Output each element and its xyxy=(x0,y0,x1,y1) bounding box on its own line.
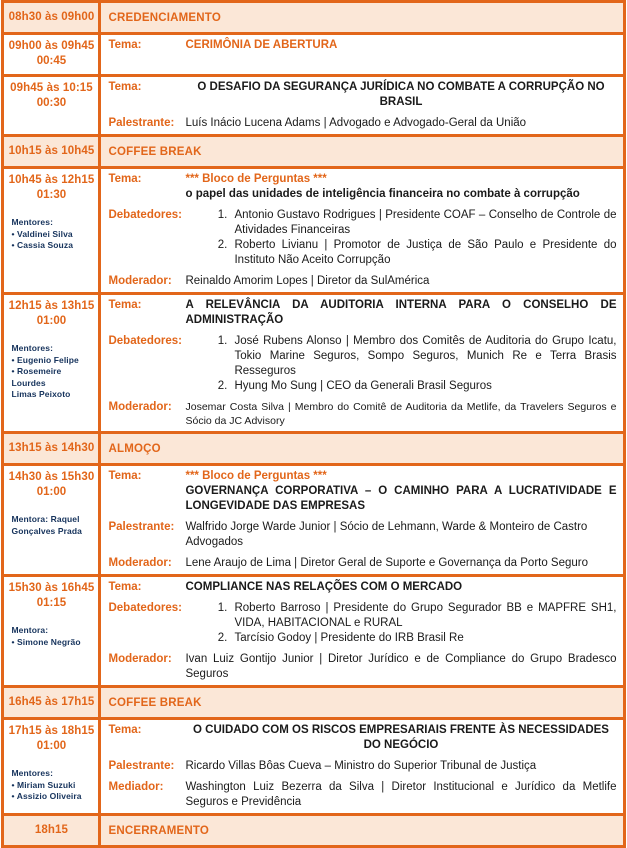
time-range: 12h15 às 13h15 xyxy=(8,300,95,312)
session-moderador xyxy=(101,397,622,431)
session-row xyxy=(3,719,624,815)
moderador-name: Lene Araujo de Lima | Diretor Geral de Suporte e Governança da Porto Seguro xyxy=(185,557,589,569)
mentors-block xyxy=(7,217,95,252)
session-body xyxy=(100,34,624,76)
mentor-name: • Miriam Suzuki xyxy=(11,779,76,790)
session-tema xyxy=(101,77,622,113)
label-palestrante: Palestrante: xyxy=(108,521,175,533)
break-row xyxy=(3,815,624,847)
label-palestrante: Palestrante: xyxy=(108,760,175,772)
label-moderador: Moderador: xyxy=(108,401,172,413)
session-tema-text xyxy=(185,466,622,517)
mentor-name: Gonçalves Prada xyxy=(11,525,82,536)
time-range: 18h15 xyxy=(34,824,69,836)
session-row xyxy=(3,76,624,136)
session-tema xyxy=(101,169,622,205)
session-mediador xyxy=(101,777,622,813)
schedule-time-cell xyxy=(3,576,100,687)
time-range: 16h45 às 17h15 xyxy=(8,696,95,708)
session-detail-table xyxy=(101,35,622,56)
session-tema xyxy=(101,295,622,331)
moderador-name: Josemar Costa Silva | Membro do Comitê de Auditoria da Metlife, da Travelers Seguros e Sócio da JC Advisory xyxy=(185,401,617,427)
label-moderador: Moderador: xyxy=(108,557,172,569)
tema-title: O CUIDADO COM OS RISCOS EMPRESARIAIS FRENTE ÀS NECESSIDADES DO NEGÓCIO xyxy=(193,724,609,751)
session-debatedores xyxy=(101,331,622,397)
tema-title: CERIMÔNIA DE ABERTURA xyxy=(185,39,338,51)
session-tema-text xyxy=(185,77,622,113)
time-range: 13h15 às 14h30 xyxy=(8,442,95,454)
tema-content xyxy=(185,172,616,202)
session-moderador-text xyxy=(185,649,622,685)
label-tema: Tema: xyxy=(108,581,142,593)
mentors-heading: Mentora: Raquel xyxy=(11,514,80,524)
time-range: 09h45 às 10:15 xyxy=(10,82,93,94)
mentors-heading: Mentores: xyxy=(11,343,54,353)
tema-content xyxy=(185,469,616,514)
session-tema-text xyxy=(185,577,622,598)
mentor-name: • Valdinei Silva xyxy=(11,228,73,239)
time-duration: 01:00 xyxy=(36,740,67,752)
time-duration: 00:30 xyxy=(36,97,67,109)
session-moderador xyxy=(101,649,622,685)
tema-content xyxy=(185,723,616,753)
session-row xyxy=(3,576,624,687)
session-debatedores-text xyxy=(185,331,622,397)
time-range: 09h00 às 09h45 xyxy=(8,40,95,52)
tema-content xyxy=(185,80,616,110)
break-title: ALMOÇO xyxy=(100,433,624,465)
time-range: 15h30 às 16h45 xyxy=(8,582,95,594)
session-detail-table xyxy=(101,720,622,813)
time-duration: 00:45 xyxy=(36,55,67,67)
session-body xyxy=(100,719,624,815)
mediador-name: Washington Luiz Bezerra da Silva | Diretor Institucional e Jurídico da Metlife Seguros e Previdência xyxy=(185,781,617,808)
bloco-perguntas-label: *** Bloco de Perguntas *** xyxy=(185,173,327,185)
label-tema: Tema: xyxy=(108,39,142,51)
mentors-block xyxy=(7,343,95,401)
session-moderador xyxy=(101,271,622,292)
session-mediador-text xyxy=(185,777,622,813)
mentors-heading: Mentores: xyxy=(11,217,54,227)
session-palestrante-text xyxy=(185,756,622,777)
schedule-time-cell xyxy=(3,433,100,465)
session-detail-table xyxy=(101,466,622,574)
session-palestrante-text xyxy=(185,113,622,134)
mentors-heading: Mentora: xyxy=(11,625,49,635)
session-body xyxy=(100,76,624,136)
session-tema xyxy=(101,720,622,756)
session-detail-table xyxy=(101,295,622,431)
session-row xyxy=(3,168,624,294)
tema-title: COMPLIANCE NAS RELAÇÕES COM O MERCADO xyxy=(185,581,463,593)
session-row xyxy=(3,34,624,76)
debatedores-list xyxy=(185,208,616,268)
session-tema xyxy=(101,35,622,56)
session-detail-table xyxy=(101,77,622,134)
mentor-name: • Rosemeire Lourdes xyxy=(11,366,62,388)
schedule-time-cell xyxy=(3,719,100,815)
time-range: 10h45 às 12h15 xyxy=(8,174,95,186)
mentors-block xyxy=(7,514,95,537)
mentor-name: • Simone Negrão xyxy=(11,636,81,647)
mentor-name: • Eugenio Felipe xyxy=(11,354,79,365)
tema-title: GOVERNANÇA CORPORATIVA – O CAMINHO PARA A LUCRATIVIDADE E LONGEVIDADE DAS EMPRESAS xyxy=(185,485,617,512)
label-tema: Tema: xyxy=(108,724,142,736)
session-debatedores-text xyxy=(185,598,622,649)
time-range: 17h15 às 18h15 xyxy=(8,725,95,737)
mentor-name: • Assizio Oliveira xyxy=(11,791,82,801)
session-row xyxy=(3,465,624,576)
schedule-time-cell xyxy=(3,2,100,34)
session-tema-text xyxy=(185,169,622,205)
break-row xyxy=(3,2,624,34)
mentors-heading: Mentores: xyxy=(11,768,54,778)
session-tema xyxy=(101,466,622,517)
palestrante-name: Ricardo Villas Bôas Cueva – Ministro do Superior Tribunal de Justiça xyxy=(185,760,537,772)
time-duration: 01:15 xyxy=(36,597,67,609)
bloco-perguntas-label: *** Bloco de Perguntas *** xyxy=(185,470,327,482)
session-tema-text xyxy=(185,35,622,56)
session-tema-text xyxy=(185,720,622,756)
session-tema-text xyxy=(185,295,622,331)
debatedor-item: 2. Tarcísio Godoy | Presidente do IRB Brasil Re xyxy=(230,631,616,646)
break-title: ENCERRAMENTO xyxy=(100,815,624,847)
debatedores-list xyxy=(185,601,616,646)
session-palestrante xyxy=(101,756,622,777)
break-title: COFFEE BREAK xyxy=(100,136,624,168)
debatedor-item: 2. Roberto Livianu | Promotor de Justiça de São Paulo e Presidente do Instituto Não Aceito Corrupção xyxy=(230,238,616,268)
agenda-rows xyxy=(3,2,624,847)
tema-content xyxy=(185,38,616,53)
break-row xyxy=(3,136,624,168)
session-row xyxy=(3,294,624,433)
session-moderador-text xyxy=(185,271,622,292)
session-moderador-text xyxy=(185,553,622,574)
tema-title: O DESAFIO DA SEGURANÇA JURÍDICA NO COMBATE A CORRUPÇÃO NO BRASIL xyxy=(197,81,605,108)
moderador-name: Ivan Luiz Gontijo Junior | Diretor Jurídico e de Compliance do Grupo Bradesco Seguros xyxy=(185,653,617,680)
session-debatedores-text xyxy=(185,205,622,271)
mentor-name: • Cassia Souza xyxy=(11,240,74,250)
session-debatedores xyxy=(101,205,622,271)
session-detail-table xyxy=(101,577,622,685)
tema-title: A RELEVÂNCIA DA AUDITORIA INTERNA PARA O CONSELHO DE ADMINISTRAÇÃO xyxy=(185,299,617,326)
session-detail-table xyxy=(101,169,622,292)
time-duration: 01:00 xyxy=(36,315,67,327)
debatedor-item: 2. Hyung Mo Sung | CEO da Generali Brasil Seguros xyxy=(230,379,616,394)
mentor-name: Limas Peixoto xyxy=(11,389,71,399)
schedule-time-cell xyxy=(3,294,100,433)
tema-content xyxy=(185,580,616,595)
session-debatedores xyxy=(101,598,622,649)
session-body xyxy=(100,168,624,294)
label-moderador: Moderador: xyxy=(108,275,172,287)
time-range: 14h30 às 15h30 xyxy=(8,471,95,483)
palestrante-name: Luís Inácio Lucena Adams | Advogado e Advogado-Geral da União xyxy=(185,117,527,129)
schedule-time-cell xyxy=(3,815,100,847)
time-range: 08h30 às 09h00 xyxy=(8,11,95,23)
schedule-time-cell xyxy=(3,687,100,719)
session-moderador-text xyxy=(185,397,622,431)
label-moderador: Moderador: xyxy=(108,653,172,665)
palestrante-name: Walfrido Jorge Warde Junior | Sócio de Lehmann, Warde & Monteiro de Castro Advogados xyxy=(185,521,588,548)
label-tema: Tema: xyxy=(108,299,142,311)
schedule-time-cell xyxy=(3,136,100,168)
moderador-name: Reinaldo Amorim Lopes | Diretor da SulAmérica xyxy=(185,275,430,287)
label-debatedores: Debatedores: xyxy=(108,335,182,347)
time-duration: 01:00 xyxy=(36,486,67,498)
label-debatedores: Debatedores: xyxy=(108,602,182,614)
break-row xyxy=(3,687,624,719)
session-body xyxy=(100,465,624,576)
session-palestrante-text xyxy=(185,517,622,553)
agenda-table xyxy=(1,0,625,848)
session-body xyxy=(100,576,624,687)
mentors-block xyxy=(7,625,95,648)
break-title: COFFEE BREAK xyxy=(100,687,624,719)
time-range: 10h15 às 10h45 xyxy=(8,145,95,157)
time-duration: 01:30 xyxy=(36,189,67,201)
session-tema xyxy=(101,577,622,598)
label-mediador: Mediador: xyxy=(108,781,164,793)
debatedores-list xyxy=(185,334,616,394)
label-tema: Tema: xyxy=(108,470,142,482)
debatedor-item: 1. Antonio Gustavo Rodrigues | Presidente COAF – Conselho de Controle de Atividades Financeiras xyxy=(230,208,616,238)
mentors-block xyxy=(7,768,95,803)
break-title: CREDENCIAMENTO xyxy=(100,2,624,34)
session-palestrante xyxy=(101,517,622,553)
session-moderador xyxy=(101,553,622,574)
debatedor-item: 1. José Rubens Alonso | Membro dos Comitês de Auditoria do Grupo Icatu, Tokio Marine Seguros, Sompo Seguros, Munich Re e Terra Brasis Resseguros xyxy=(230,334,616,379)
schedule-time-cell xyxy=(3,465,100,576)
tema-content xyxy=(185,298,616,328)
label-palestrante: Palestrante: xyxy=(108,117,175,129)
schedule-time-cell xyxy=(3,76,100,136)
schedule-time-cell xyxy=(3,34,100,76)
label-tema: Tema: xyxy=(108,173,142,185)
label-tema: Tema: xyxy=(108,81,142,93)
session-palestrante xyxy=(101,113,622,134)
tema-subtitle: o papel das unidades de inteligência financeira no combate à corrupção xyxy=(185,188,580,200)
label-debatedores: Debatedores: xyxy=(108,209,182,221)
schedule-time-cell xyxy=(3,168,100,294)
break-row xyxy=(3,433,624,465)
debatedor-item: 1. Roberto Barroso | Presidente do Grupo Segurador BB e MAPFRE SH1, VIDA, HABITACIONAL e RURAL xyxy=(230,601,616,631)
session-body xyxy=(100,294,624,433)
